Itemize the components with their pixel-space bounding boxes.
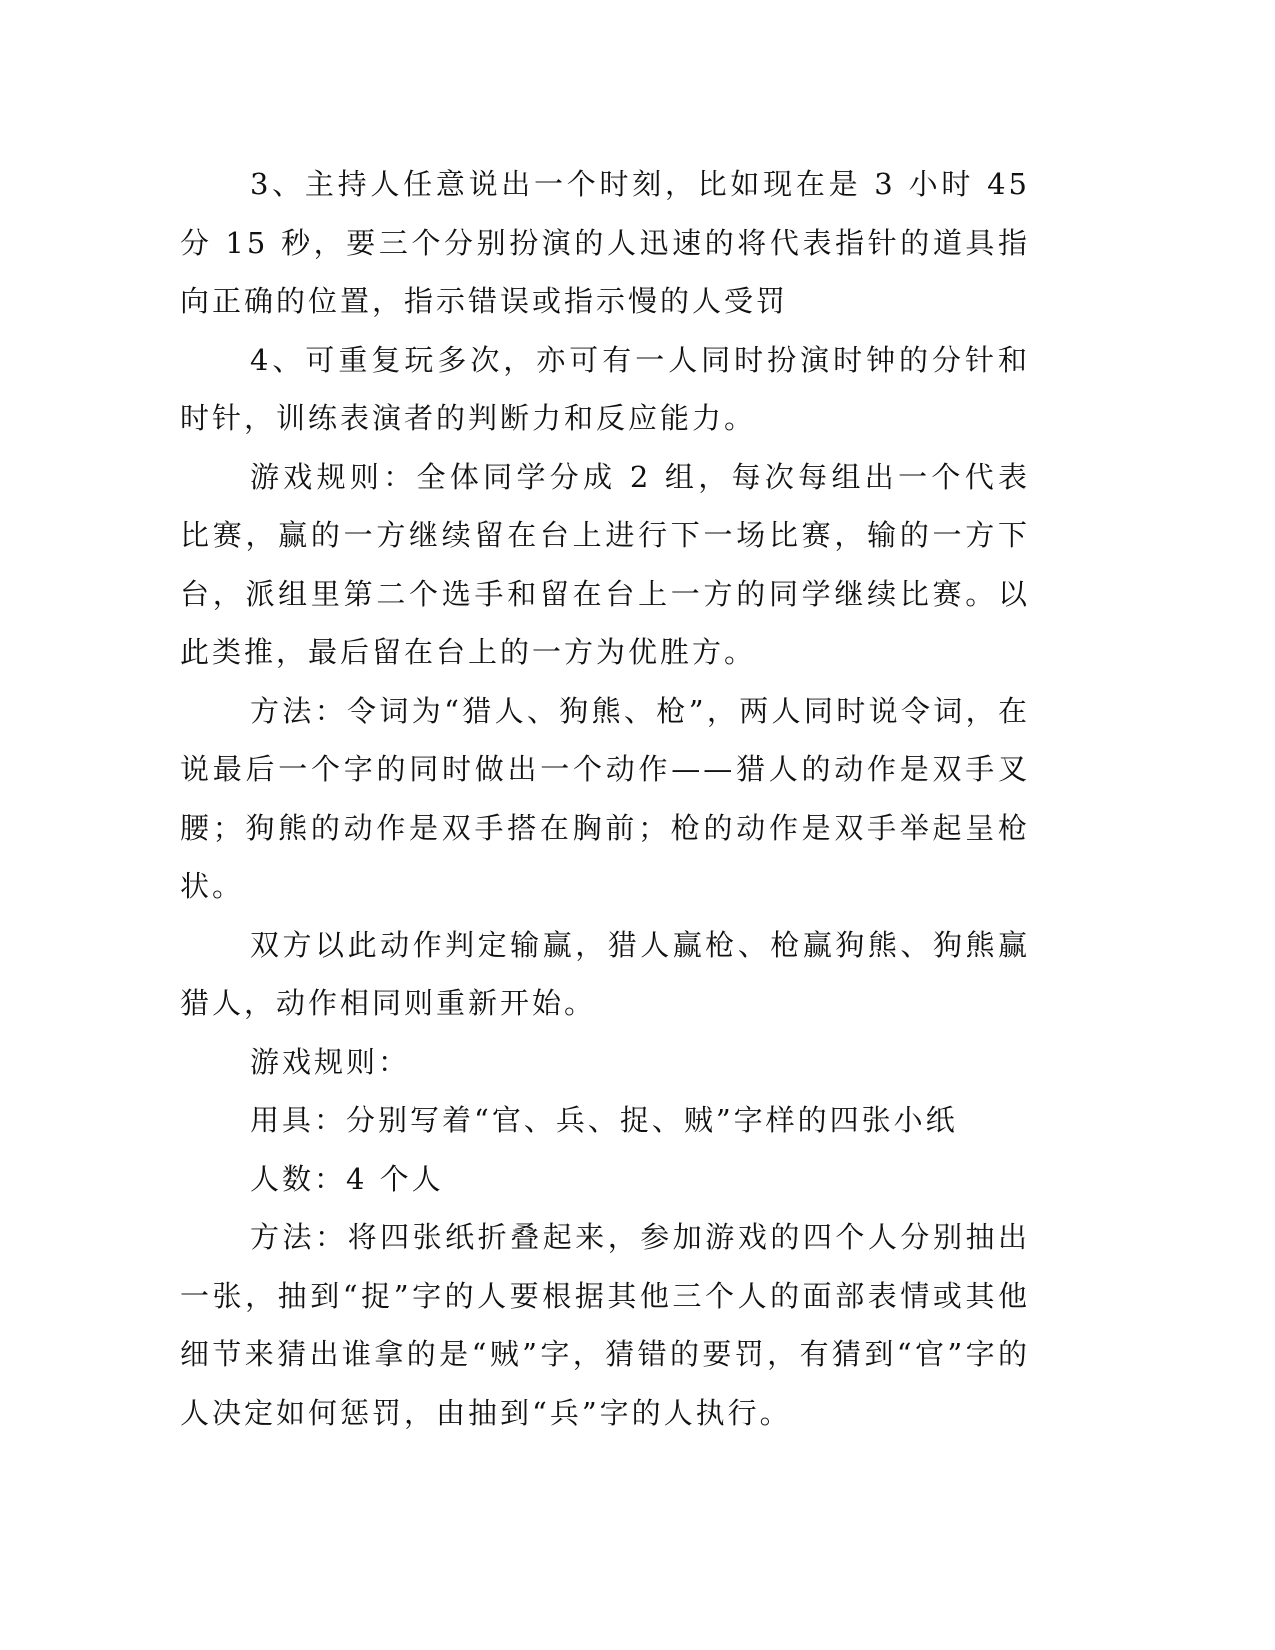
paragraph-clock-step-3: 3、主持人任意说出一个时刻，比如现在是 3 小时 45 分 15 秒，要三个分别扮演的人迅速的将代表指针的道具指向正确的位置，指示错误或指示慢的人受罚 [180, 167, 1030, 318]
paragraph-win-rules: 双方以此动作判定输赢，猎人赢枪、枪赢狗熊、狗熊赢猎人，动作相同则重新开始。 [180, 927, 1030, 1020]
paragraph-clock-step-4: 4、可重复玩多次，亦可有一人同时扮演时钟的分针和时针，训练表演者的判断力和反应能力。 [180, 342, 1030, 435]
document-body [180, 155, 1030, 1442]
paragraph-player-count: 人数：4 个人 [250, 1161, 444, 1196]
paragraph-game-rules-heading: 游戏规则： [250, 1044, 411, 1079]
paragraph-catch-thief-method: 方法：将四张纸折叠起来，参加游戏的四个人分别抽出一张，抽到“捉”字的人要根据其他三个人的面部表情或其他细节来猜出谁拿的是“贼”字，猜错的要罚，有猜到“官”字的人决定如何惩罚，由抽到“兵”字的人执行。 [180, 1220, 1030, 1430]
paragraph-game-rules-teams: 游戏规则：全体同学分成 2 组，每次每组出一个代表比赛，赢的一方继续留在台上进行下一场比赛，输的一方下台，派组里第二个选手和留在台上一方的同学继续比赛。以此类推，最后留在台上的一方为优胜方。 [180, 459, 1030, 669]
paragraph-props: 用具：分别写着“官、兵、捉、贼”字样的四张小纸 [250, 1103, 958, 1137]
paragraph-hunter-method: 方法：令词为“猎人、狗熊、枪”，两人同时说令词，在说最后一个字的同时做出一个动作——猎人的动作是双手叉腰；狗熊的动作是双手搭在胸前；枪的动作是双手举起呈枪状。 [180, 693, 1030, 903]
